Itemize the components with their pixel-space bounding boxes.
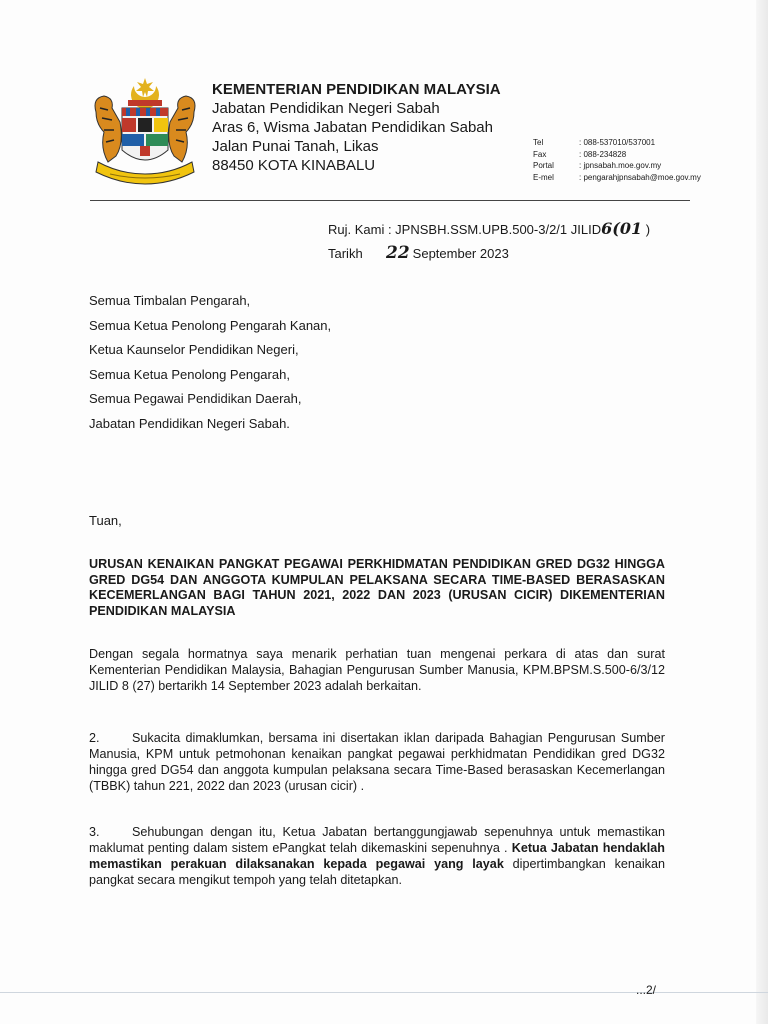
subject-heading: URUSAN KENAIKAN PANGKAT PEGAWAI PERKHIDMATAN PENDIDIKAN GRED DG32 HINGGA GRED DG54 DAN ANGGOTA KUMPULAN PELAKSANA SECARA TIME-BASED BERASASKAN KECEMERLANGAN BAGI TAHUN 2021, 2022 DAN 2023 (URUSAN CICIR) DIKEMENTERIAN PENDIDIKAN MALAYSIA	[89, 557, 665, 618]
date-line	[328, 243, 509, 263]
letterhead-address	[212, 80, 501, 175]
address-street: Jalan Punai Tanah, Likas	[212, 138, 379, 155]
recipient-line: Semua Ketua Penolong Pengarah,	[89, 366, 290, 382]
recipient-line: Semua Pegawai Pendidikan Daerah,	[89, 391, 302, 407]
address-city: 88450 KOTA KINABALU	[212, 157, 376, 174]
paragraph-2-text: Sukacita dimaklumkan, bersama ini disertakan iklan daripada Bahagian Pengurusan Sumber Manusia, KPM untuk petmohonan kenaikan pangkat pegawai perkhidmatan Pendidikan gred DG32 hingga gred DG54 dan anggota kumpulan pelaksana secara Time-Based berasaskan Kecemerlangan (TBBK) tahun 221, 2022 dan 2023 (urusan cicir) .	[89, 731, 665, 793]
contact-label: E-mel	[533, 172, 554, 182]
reference-suffix: )	[642, 222, 651, 237]
department-name: Jabatan Pendidikan Negeri Sabah	[212, 100, 440, 117]
reference-handwritten: 6(01	[601, 219, 643, 238]
contact-label: Tel	[533, 138, 544, 147]
paragraph-3	[89, 824, 665, 888]
contact-row	[533, 172, 701, 184]
date-rest: September 2023	[412, 246, 509, 261]
paragraph-1: Dengan segala hormatnya saya menarik perhatian tuan mengenai perkara di atas dan surat Kementerian Pendidikan Malaysia, Bahagian Pengurusan Sumber Manusia, KPM.BPSM.S.500-6/3/12 JILID 8 (27) bertarikh 14 September 2023 adalah berkaitan.	[89, 647, 665, 693]
contact-row	[533, 137, 701, 149]
paragraph-3-tail: dipertimbangkan kenaikan pangkat secara mengikut tempoh yang telah ditetapkan.	[89, 857, 665, 887]
recipient-line: Semua Timbalan Pengarah,	[89, 293, 251, 308]
contact-block	[533, 137, 701, 183]
address-floor: Aras 6, Wisma Jabatan Pendidikan Sabah	[212, 119, 493, 136]
contact-row	[533, 149, 701, 161]
contact-value: : pengarahjpnsabah@moe.gov.my	[579, 172, 701, 182]
contact-value: : 088-234828	[579, 149, 627, 159]
malaysia-coat-of-arms-icon	[90, 78, 200, 188]
contact-row	[533, 160, 701, 172]
next-page-marker: ...2/	[636, 983, 657, 997]
contact-value: : jpnsabah.moe.gov.my	[579, 161, 662, 170]
contact-label: Fax	[533, 149, 547, 159]
paragraph-2	[89, 730, 665, 794]
recipient-list	[89, 289, 331, 437]
date-handwritten-day: 22	[386, 243, 410, 263]
paragraph-number: 2.	[89, 731, 100, 745]
paragraph-3-text: Sehubungan dengan itu, Ketua Jabatan bertanggungjawab sepenuhnya untuk memastikan maklumat penting dalam sistem ePangkat telah dikemaskini sepenuhnya .	[89, 825, 665, 855]
salutation: Tuan,	[89, 513, 122, 528]
paragraph-3-emphasis: Ketua Jabatan hendaklah memastikan perakuan dilaksanakan kepada pegawai yang layak	[89, 841, 665, 871]
paragraph-number: 3.	[89, 825, 100, 839]
reference-line	[328, 219, 650, 238]
reference-prefix: Ruj. Kami : JPNSBH.SSM.UPB.500-3/2/1 JILID	[328, 222, 602, 237]
ministry-name: KEMENTERIAN PENDIDIKAN MALAYSIA	[212, 81, 501, 98]
contact-label: Portal	[533, 161, 554, 170]
letterhead-divider	[90, 200, 690, 201]
page-edge	[756, 0, 768, 1024]
recipient-line: Ketua Kaunselor Pendidikan Negeri,	[89, 342, 299, 358]
recipient-line: Jabatan Pendidikan Negeri Sabah.	[89, 415, 290, 431]
recipient-line: Semua Ketua Penolong Pengarah Kanan,	[89, 317, 332, 333]
contact-value: : 088-537010/537001	[579, 138, 656, 147]
date-label: Tarikh	[328, 246, 363, 261]
